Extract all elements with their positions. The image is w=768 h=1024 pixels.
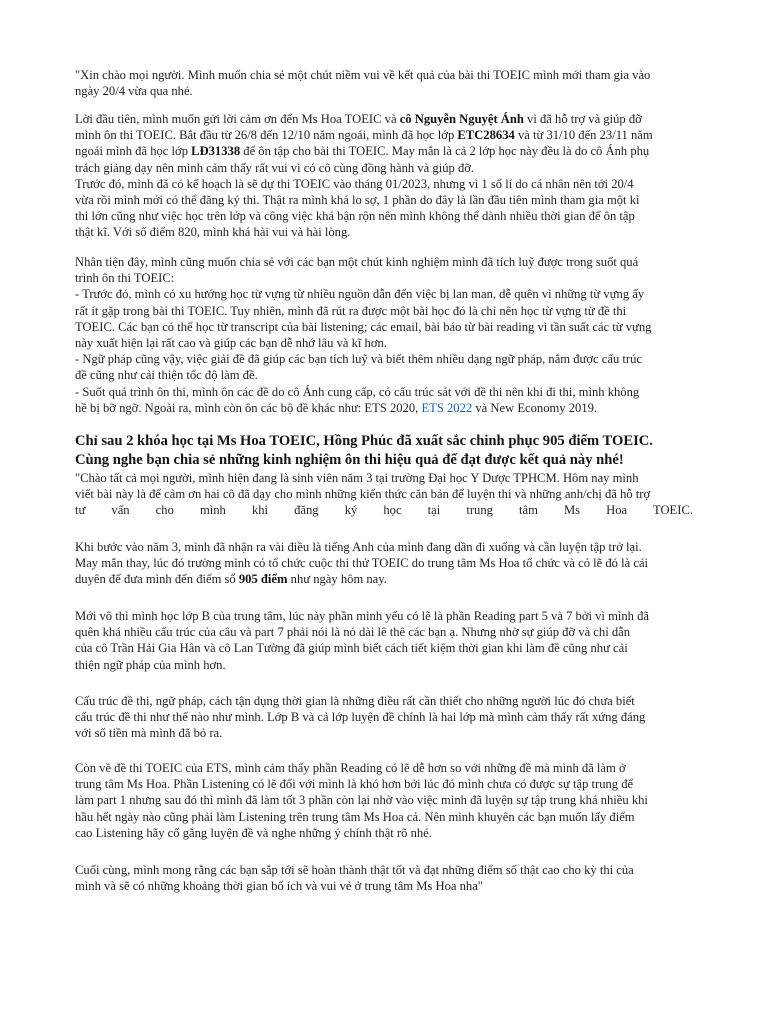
ets-2022-link[interactable]: ETS 2022 xyxy=(421,400,473,415)
text-line: Cuối cùng, mình mong rằng các bạn sắp tới sẽ hoàn thành thật tốt và đạt những điểm số thật cao cho kỳ thi của xyxy=(75,863,634,877)
paragraph-ets-exam xyxy=(75,760,693,841)
text-line: "Xin chào mọi người. Mình muốn chia sẻ một chút niềm vui về kết quả của bài thi TOEIC mình mới tham gia vào xyxy=(75,68,651,82)
text-line: quên khá nhiều cấu trúc của câu và part 7 phải nói là nó dài lê thê các bạn ạ. Nhưng nhờ sự giúp đỡ và chỉ dẫn xyxy=(75,625,631,640)
teacher-name: cô Nguyễn Nguyệt Ánh xyxy=(399,112,524,126)
paragraph-experience xyxy=(75,254,693,416)
text-span: mình ôn thi TOEIC. Bắt đầu từ 26/8 đến 12/10 năm ngoái, mình đã học lớp xyxy=(75,128,458,143)
text-span: Lời đầu tiên, mình muốn gửi lời cảm ơn đến Ms Hoa TOEIC và xyxy=(75,112,400,126)
text-line xyxy=(75,571,693,587)
text-line: "Chào tất cả mọi người, mình hiện đang là sinh viên năm 3 tại trường Đại học Y Dược TPHCM. Hôm nay mình xyxy=(75,471,639,485)
heading-line: Cùng nghe bạn chia sẻ những kinh nghiệm ôn thi hiệu quả để đạt được kết quả này nhé! xyxy=(75,452,624,468)
text-line: với số tiền mà mình đã bỏ ra. xyxy=(75,726,223,741)
text-line: - Suốt quá trình ôn thi, mình ôn các đề do cô Ánh cung cấp, có cấu trúc sát với đề thi nên khi đi thi, mình không xyxy=(75,384,640,399)
text-line: đề cũng như cải thiện tốc độ làm đề. xyxy=(75,368,258,383)
text-line: thi lớn cũng như việc học trên lớp và công việc khá bận rộn nên mình không thể dành nhiều thời gian để ôn tập xyxy=(75,209,635,224)
text-line: thật kĩ. Với số điểm 820, mình khá hài vui và hài lòng. xyxy=(75,225,351,240)
text-line: tư vấn cho mình khi đăng ký học tại trung tâm Ms Hoa TOEIC. xyxy=(75,503,693,518)
text-line: trung tâm Ms Hoa. Phần Listening có lẽ đối với mình là khó hơn bởi lúc đó mình chưa có được sự tập trung để xyxy=(75,777,634,792)
paragraph-thanks xyxy=(75,111,693,241)
paragraph-class-b xyxy=(75,608,693,673)
text-span: như ngày hôm nay. xyxy=(287,572,387,587)
text-line: trình ôn thi TOEIC: xyxy=(75,271,175,286)
text-line xyxy=(75,400,693,416)
text-line: - Trước đó, mình có xu hướng học từ vựng từ nhiều nguồn dẫn đến việc bị lan man, dễ quên vì những từ vựng ấy xyxy=(75,287,645,302)
text-line: trách giảng dạy nên mình cảm thấy rất vui vì có cô cùng đồng hành và giúp đỡ. xyxy=(75,160,475,175)
score-highlight: 905 điểm xyxy=(238,572,288,587)
text-span: hề bị bỡ ngỡ. Ngoài ra, mình còn ôn các bộ đề khác như: ETS 2020, xyxy=(75,400,422,415)
class-code: ETC28634 xyxy=(457,128,515,143)
text-line: Khi bước vào năm 3, mình đã nhận ra vài điều là tiếng Anh của mình đang dần đi xuống và cần luyện tập trở lại. xyxy=(75,540,642,554)
text-line: cấu trúc đề thi như thế nào như mình. Lớp B và cả lớp luyện đề chính là hai lớp mà mình cảm thấy rất xứng đáng xyxy=(75,710,646,725)
text-line: làm part 1 nhưng sau đó thì mình đã làm tốt 3 phần còn lại nhờ vào việc mình đã luyện sự tập trung khá nhiều khi xyxy=(75,793,648,808)
text-line: Cấu trúc đề thi, ngữ pháp, cách tận dụng thời gian là những điều rất cần thiết cho những người lúc đó chưa biết xyxy=(75,694,635,708)
text-line xyxy=(75,143,693,159)
text-line: hầu hết ngày nào cũng phải làm Listening trên trung tâm Ms Hoa cả. Nên mình khuyên các bạn muốn lấy điểm xyxy=(75,809,635,824)
text-line: - Ngữ pháp cũng vậy, việc giải đề đã giúp các bạn tích luỹ và biết thêm nhiều dạng ngữ pháp, nắm được cấu trúc xyxy=(75,352,642,367)
section-heading xyxy=(75,432,693,470)
text-line: May mắn thay, lúc đó trường mình có tổ chức cuộc thi thử TOEIC do trung tâm Ms Hoa tổ chức và có lẽ đó là cái xyxy=(75,556,649,571)
text-line: Mới vô thì mình học lớp B của trung tâm, lúc này phần mình yếu có lẽ là phần Reading part 5 và 7 bởi vì mình đã xyxy=(75,609,649,623)
heading-line: Chỉ sau 2 khóa học tại Ms Hoa TOEIC, Hồng Phúc đã xuất sắc chinh phục 905 điểm TOEIC. xyxy=(75,433,653,449)
class-code: LĐ31338 xyxy=(191,144,241,159)
paragraph-greeting xyxy=(75,470,693,519)
text-line: viết bài này là để cảm ơn hai cô đã dạy cho mình những kiến thức căn bản để luyện thi và những anh/chị đã hỗ trợ xyxy=(75,487,651,502)
text-span: duyên để đưa mình đến điểm số xyxy=(75,572,239,587)
text-line: mình và sẽ có những khoảng thời gian bổ ích và vui vẻ ở trung tâm Ms Hoa nha" xyxy=(75,879,483,894)
text-line: vừa rồi mình mới có thể đăng ký thi. Thật ra mình khá lo sợ, 1 phần do đây là lần đầu tiên mình tham gia một kì xyxy=(75,193,640,208)
text-line: Còn về đề thi TOEIC của ETS, mình cảm thấy phần Reading có lẽ dễ hơn so với những đề mà mình đã làm ở xyxy=(75,761,626,775)
paragraph-closing xyxy=(75,862,693,894)
text-line: TOEIC. Các bạn có thể học từ transcript của bài listening; các email, bài báo từ bài reading vì tần suất các từ vựng xyxy=(75,319,652,334)
text-line: cao Listening hãy cố gắng luyện đề và nghe những ý chính thật rõ nhé. xyxy=(75,825,432,840)
text-line: Nhân tiện đây, mình cũng muốn chia sẻ với các bạn một chút kinh nghiệm mình đã tích luỹ được trong suốt quá xyxy=(75,255,639,269)
text-line: Trước đó, mình đã có kế hoạch là sẽ dự thi TOEIC vào tháng 01/2023, nhưng vì 1 số lí do cá nhân nên tới 20/4 xyxy=(75,176,634,191)
text-line: thiện ngữ pháp của mình hơn. xyxy=(75,657,226,672)
text-span: ngoái mình đã học lớp xyxy=(75,144,192,159)
text-span: để ôn tập cho bài thi TOEIC. May mắn là cả 2 lớp học này đều là do cô Ánh phụ xyxy=(240,144,650,159)
text-line xyxy=(75,127,693,143)
text-line: của cô Trần Hải Gia Hân và cô Lan Tường đã giúp mình biết cách tiết kiệm thời gian khi làm đề cũng như cải xyxy=(75,641,628,656)
text-span: và từ 31/10 đến 23/11 năm xyxy=(514,128,653,143)
paragraph-structure xyxy=(75,693,693,742)
text-span: vì đã hỗ trợ và giúp đỡ xyxy=(523,112,642,126)
text-span: và New Economy 2019. xyxy=(472,400,598,415)
text-line: này xuất hiện lại rất cao và giúp các bạn dễ nhớ lâu và kĩ hơn. xyxy=(75,336,387,351)
text-line: ngày 20/4 vừa qua nhé. xyxy=(75,84,193,99)
text-line: rất ít gặp trong bài thi TOEIC. Tuy nhiên, mình đã rút ra được một bài học đó là chỉ nên học từ vựng từ đề thi xyxy=(75,303,627,318)
paragraph-year-three xyxy=(75,539,693,588)
paragraph-intro xyxy=(75,67,693,99)
text-line xyxy=(75,111,693,127)
